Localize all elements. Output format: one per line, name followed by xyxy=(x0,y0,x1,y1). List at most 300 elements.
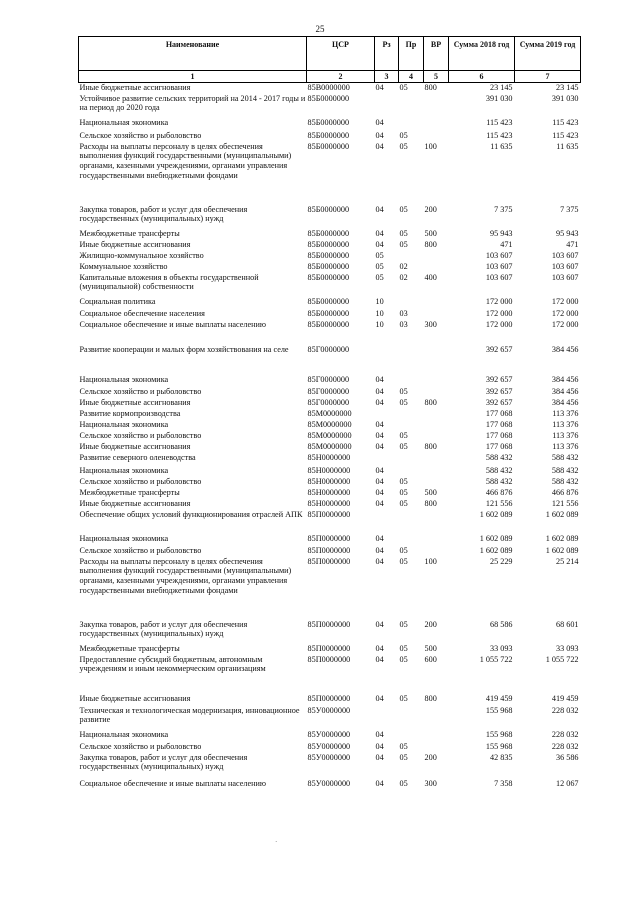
row-sum-2019: 228 032 xyxy=(551,705,579,715)
column-number: 5 xyxy=(424,71,449,83)
row-name: Национальная экономика xyxy=(79,117,169,127)
table-row xyxy=(79,620,581,644)
row-sum-2018: 121 556 xyxy=(485,498,513,508)
row-vr xyxy=(424,131,449,142)
table-row xyxy=(79,309,581,320)
row-name: Национальная экономика xyxy=(79,374,169,384)
row-vr xyxy=(424,431,449,442)
row-sum-2019: 588 432 xyxy=(551,452,579,462)
row-vr xyxy=(424,387,449,398)
row-vr: 800 xyxy=(424,693,437,703)
row-pr: 05 xyxy=(399,778,408,788)
row-sum-2018: 392 657 xyxy=(485,344,513,354)
table-row xyxy=(79,510,581,534)
row-sum-2018: 588 432 xyxy=(485,465,513,475)
row-sum-2018: 177 068 xyxy=(485,419,513,429)
row-pr xyxy=(399,94,424,118)
header-csr: ЦСР xyxy=(307,37,375,71)
row-name: Социальное обеспечение населения xyxy=(79,308,205,318)
row-rz: 04 xyxy=(375,476,384,486)
row-csr: 85Н0000000 xyxy=(307,465,351,475)
row-pr xyxy=(399,420,424,431)
row-name: Закупка товаров, работ и услуг для обеспечения государственных (муниципальных) нужд xyxy=(79,204,248,224)
row-sum-2019: 121 556 xyxy=(551,498,579,508)
row-pr: 02 xyxy=(399,261,408,271)
table-row xyxy=(79,229,581,240)
row-pr: 05 xyxy=(399,430,408,440)
row-name: Социальное обеспечение и иные выплаты населению xyxy=(79,319,266,329)
table-row xyxy=(79,442,581,453)
table-row xyxy=(79,142,581,205)
row-sum-2019: 11 635 xyxy=(556,141,579,151)
row-csr: 85Н0000000 xyxy=(307,498,351,508)
row-rz xyxy=(375,94,399,118)
row-vr: 800 xyxy=(424,397,437,407)
table-row xyxy=(79,205,581,229)
row-sum-2018: 1 602 089 xyxy=(479,533,513,543)
row-pr: 02 xyxy=(399,272,408,282)
row-rz: 10 xyxy=(375,319,384,329)
row-rz: 04 xyxy=(375,430,384,440)
row-sum-2018: 68 586 xyxy=(489,619,513,629)
row-csr: 85М0000000 xyxy=(307,419,352,429)
row-pr: 05 xyxy=(399,476,408,486)
row-vr xyxy=(424,420,449,431)
row-pr: 05 xyxy=(399,228,408,238)
column-number-row xyxy=(79,71,581,83)
row-sum-2019: 68 601 xyxy=(555,619,579,629)
row-sum-2019: 7 375 xyxy=(560,204,579,214)
budget-table xyxy=(78,36,581,791)
row-rz xyxy=(375,510,399,534)
footer-mark: · xyxy=(275,838,278,846)
row-name: Сельское хозяйство и рыболовство xyxy=(79,430,202,440)
table-row xyxy=(79,534,581,546)
column-number: 7 xyxy=(515,71,581,83)
row-name: Обеспечение общих условий функционирования отраслей АПК xyxy=(79,509,303,519)
row-name: Иные бюджетные ассигнования xyxy=(79,83,191,92)
row-csr: 85Б0000000 xyxy=(307,319,350,329)
row-pr xyxy=(399,466,424,477)
table-row xyxy=(79,262,581,273)
row-pr xyxy=(399,534,424,546)
row-name: Развитие кормопроизводства xyxy=(79,408,181,418)
row-sum-2018: 177 068 xyxy=(485,441,513,451)
row-pr: 05 xyxy=(399,545,408,555)
row-name: Иные бюджетные ассигнования xyxy=(79,397,191,407)
column-number: 6 xyxy=(449,71,515,83)
row-rz: 04 xyxy=(375,228,384,238)
table-row xyxy=(79,557,581,620)
row-name: Иные бюджетные ассигнования xyxy=(79,441,191,451)
row-sum-2018: 392 657 xyxy=(485,374,513,384)
row-pr: 05 xyxy=(399,130,408,140)
table-header xyxy=(79,37,581,83)
row-rz: 04 xyxy=(375,643,384,653)
row-pr: 05 xyxy=(399,487,408,497)
row-pr: 05 xyxy=(399,441,408,451)
row-rz: 04 xyxy=(375,386,384,396)
row-csr: 85У0000000 xyxy=(307,705,351,715)
row-sum-2019: 113 376 xyxy=(552,419,579,429)
table-row xyxy=(79,477,581,488)
row-csr: 85П0000000 xyxy=(307,693,351,703)
row-sum-2018: 392 657 xyxy=(485,397,513,407)
row-vr xyxy=(424,375,449,387)
row-rz: 04 xyxy=(375,204,384,214)
row-rz: 04 xyxy=(375,654,384,664)
row-sum-2019: 466 876 xyxy=(551,487,579,497)
row-name: Закупка товаров, работ и услуг для обеспечения государственных (муниципальных) нужд xyxy=(79,619,248,639)
header-pr: Пр xyxy=(399,37,424,71)
row-sum-2019: 228 032 xyxy=(551,741,579,751)
table-row xyxy=(79,83,581,94)
row-pr: 05 xyxy=(399,239,408,249)
row-vr xyxy=(424,546,449,557)
row-sum-2018: 177 068 xyxy=(485,408,513,418)
row-name: Техническая и технологическая модернизация, инновационное развитие xyxy=(79,705,300,725)
row-vr xyxy=(424,309,449,320)
row-name: Сельское хозяйство и рыболовство xyxy=(79,386,202,396)
row-name: Социальная политика xyxy=(79,296,156,306)
row-sum-2018: 95 943 xyxy=(489,228,513,238)
row-sum-2019: 384 456 xyxy=(551,374,579,384)
row-pr: 05 xyxy=(399,741,408,751)
row-rz: 10 xyxy=(375,308,384,318)
row-vr: 200 xyxy=(424,619,437,629)
row-sum-2019: 113 376 xyxy=(552,430,579,440)
row-sum-2019: 115 423 xyxy=(552,117,579,127)
row-csr: 85М0000000 xyxy=(307,430,352,440)
row-pr xyxy=(399,510,424,534)
row-sum-2019: 113 376 xyxy=(552,441,579,451)
row-rz: 04 xyxy=(375,487,384,497)
row-csr: 85Б0000000 xyxy=(307,250,350,260)
table-row xyxy=(79,499,581,510)
row-sum-2018: 588 432 xyxy=(485,476,513,486)
row-vr: 500 xyxy=(424,228,437,238)
row-sum-2019: 471 xyxy=(566,239,579,249)
row-pr xyxy=(399,251,424,262)
page-number: 25 xyxy=(315,24,325,34)
table-row xyxy=(79,466,581,477)
column-number: 1 xyxy=(79,71,307,83)
row-sum-2019: 115 423 xyxy=(552,130,579,140)
row-sum-2018: 391 030 xyxy=(485,93,513,103)
row-rz: 04 xyxy=(375,619,384,629)
row-sum-2018: 7 375 xyxy=(494,204,513,214)
row-rz: 05 xyxy=(375,261,384,271)
row-rz: 04 xyxy=(375,130,384,140)
row-vr: 800 xyxy=(424,239,437,249)
row-pr: 05 xyxy=(399,141,408,151)
row-csr: 85Б0000000 xyxy=(307,308,350,318)
row-sum-2018: 172 000 xyxy=(485,308,513,318)
row-vr: 800 xyxy=(424,441,437,451)
row-rz: 10 xyxy=(375,296,384,306)
row-csr: 85Б0000000 xyxy=(307,204,350,214)
row-vr: 100 xyxy=(424,556,437,566)
row-csr: 85Б0000000 xyxy=(307,93,350,103)
row-pr: 03 xyxy=(399,308,408,318)
row-rz: 04 xyxy=(375,752,384,762)
table-row xyxy=(79,644,581,655)
row-sum-2018: 23 145 xyxy=(489,83,513,92)
row-name: Развитие северного оленеводства xyxy=(79,452,196,462)
row-csr: 85Г0000000 xyxy=(307,397,350,407)
table-row xyxy=(79,273,581,297)
row-name: Иные бюджетные ассигнования xyxy=(79,498,191,508)
row-csr: 85Н0000000 xyxy=(307,452,351,462)
row-sum-2019: 384 456 xyxy=(551,397,579,407)
row-sum-2018: 466 876 xyxy=(485,487,513,497)
row-rz: 04 xyxy=(375,533,384,543)
row-vr xyxy=(424,251,449,262)
row-pr: 05 xyxy=(399,654,408,664)
row-vr xyxy=(424,297,449,309)
row-rz: 05 xyxy=(375,250,384,260)
row-pr: 05 xyxy=(399,556,408,566)
row-sum-2018: 1 055 722 xyxy=(479,654,513,664)
row-name: Национальная экономика xyxy=(79,465,169,475)
row-rz: 04 xyxy=(375,693,384,703)
header-sum-2018: Сумма 2018 год xyxy=(449,37,515,71)
row-rz xyxy=(375,453,399,466)
row-rz: 04 xyxy=(375,397,384,407)
row-rz: 05 xyxy=(375,272,384,282)
row-vr: 800 xyxy=(424,498,437,508)
row-sum-2019: 1 055 722 xyxy=(545,654,579,664)
row-pr: 05 xyxy=(399,693,408,703)
row-vr xyxy=(424,477,449,488)
row-vr: 100 xyxy=(424,141,437,151)
row-vr: 200 xyxy=(424,204,437,214)
row-sum-2018: 172 000 xyxy=(485,296,513,306)
row-name: Капитальные вложения в объекты государственной (муниципальной) собственности xyxy=(79,272,259,292)
row-sum-2019: 103 607 xyxy=(551,272,579,282)
row-sum-2019: 95 943 xyxy=(555,228,579,238)
row-pr: 05 xyxy=(399,83,408,92)
row-sum-2019: 384 456 xyxy=(551,344,579,354)
row-sum-2018: 155 968 xyxy=(485,741,513,751)
column-number: 2 xyxy=(307,71,375,83)
row-pr xyxy=(399,730,424,742)
row-sum-2019: 384 456 xyxy=(551,386,579,396)
row-csr: 85Б0000000 xyxy=(307,296,350,306)
header-vr: ВР xyxy=(424,37,449,71)
row-sum-2019: 103 607 xyxy=(551,250,579,260)
row-name: Жилищно-коммунальное хозяйство xyxy=(79,250,204,260)
table-row xyxy=(79,742,581,753)
row-rz: 04 xyxy=(375,545,384,555)
row-name: Национальная экономика xyxy=(79,419,169,429)
row-sum-2018: 103 607 xyxy=(485,261,513,271)
row-vr xyxy=(424,345,449,375)
row-vr xyxy=(424,730,449,742)
row-rz xyxy=(375,706,399,730)
row-vr xyxy=(424,742,449,753)
row-rz: 04 xyxy=(375,741,384,751)
table-row xyxy=(79,488,581,499)
row-rz: 04 xyxy=(375,498,384,508)
row-sum-2019: 23 145 xyxy=(555,83,579,92)
table-row xyxy=(79,655,581,694)
table-row xyxy=(79,375,581,387)
row-name: Расходы на выплаты персоналу в целях обеспечения выполнения функций государственными (муниципальными) органами, казенными учреждениями, органами управления государственными внебюджетными фондами xyxy=(79,141,292,180)
row-name: Коммунальное хозяйство xyxy=(79,261,168,271)
row-sum-2019: 172 000 xyxy=(551,319,579,329)
row-vr xyxy=(424,94,449,118)
row-csr: 85Б0000000 xyxy=(307,228,350,238)
row-name: Межбюджетные трансферты xyxy=(79,487,180,497)
row-csr: 85М0000000 xyxy=(307,408,352,418)
row-rz: 04 xyxy=(375,465,384,475)
row-vr xyxy=(424,409,449,420)
row-csr: 85B0000000 xyxy=(307,83,350,92)
header-rz: Рз xyxy=(375,37,399,71)
row-vr: 200 xyxy=(424,752,437,762)
table-row xyxy=(79,398,581,409)
row-name: Развитие кооперации и малых форм хозяйствования на селе xyxy=(79,344,289,354)
row-sum-2019: 1 602 089 xyxy=(545,533,579,543)
table-row xyxy=(79,546,581,557)
row-csr: 85Г0000000 xyxy=(307,386,350,396)
row-vr xyxy=(424,453,449,466)
column-number: 4 xyxy=(399,71,424,83)
row-name: Межбюджетные трансферты xyxy=(79,643,180,653)
row-name: Национальная экономика xyxy=(79,533,169,543)
row-sum-2018: 155 968 xyxy=(485,705,513,715)
row-name: Устойчивое развитие сельских территорий на 2014 - 2017 годы и на период до 2020 года xyxy=(79,93,306,113)
row-csr: 85Б0000000 xyxy=(307,272,350,282)
row-pr: 05 xyxy=(399,397,408,407)
table-row xyxy=(79,694,581,706)
header-sum-2019: Сумма 2019 год xyxy=(515,37,581,71)
row-name: Предоставление субсидий бюджетным, автономным учреждениям и иным некоммерческим организациям xyxy=(79,654,266,674)
row-sum-2019: 113 376 xyxy=(552,408,579,418)
row-csr: 85Н0000000 xyxy=(307,476,351,486)
row-csr: 85П0000000 xyxy=(307,509,351,519)
row-rz: 04 xyxy=(375,117,384,127)
table-row xyxy=(79,297,581,309)
row-pr: 05 xyxy=(399,619,408,629)
row-csr: 85У0000000 xyxy=(307,752,351,762)
row-pr xyxy=(399,453,424,466)
row-vr: 500 xyxy=(424,487,437,497)
row-name: Национальная экономика xyxy=(79,729,169,739)
row-vr xyxy=(424,510,449,534)
row-csr: 85У0000000 xyxy=(307,729,351,739)
row-name: Сельское хозяйство и рыболовство xyxy=(79,476,202,486)
row-csr: 85Н0000000 xyxy=(307,487,351,497)
row-csr: 85Б0000000 xyxy=(307,130,350,140)
row-sum-2018: 115 423 xyxy=(486,117,513,127)
row-sum-2019: 228 032 xyxy=(551,729,579,739)
table-row xyxy=(79,730,581,742)
row-name: Сельское хозяйство и рыболовство xyxy=(79,545,202,555)
row-sum-2019: 588 432 xyxy=(551,476,579,486)
row-name: Закупка товаров, работ и услуг для обеспечения государственных (муниципальных) нужд xyxy=(79,752,248,772)
row-rz: 04 xyxy=(375,374,384,384)
row-csr: 85П0000000 xyxy=(307,654,351,664)
row-rz: 04 xyxy=(375,778,384,788)
row-sum-2018: 177 068 xyxy=(485,430,513,440)
row-sum-2018: 103 607 xyxy=(485,272,513,282)
row-csr: 85П0000000 xyxy=(307,533,351,543)
row-csr: 85У0000000 xyxy=(307,778,351,788)
table-row xyxy=(79,240,581,251)
row-sum-2018: 11 635 xyxy=(490,141,513,151)
table-row xyxy=(79,409,581,420)
row-pr: 03 xyxy=(399,319,408,329)
row-name: Иные бюджетные ассигнования xyxy=(79,239,191,249)
column-number: 3 xyxy=(375,71,399,83)
row-sum-2019: 103 607 xyxy=(551,261,579,271)
row-csr: 85У0000000 xyxy=(307,741,351,751)
row-sum-2019: 33 093 xyxy=(555,643,579,653)
table-row xyxy=(79,345,581,375)
row-csr: 85П0000000 xyxy=(307,545,351,555)
table-row xyxy=(79,420,581,431)
row-vr: 300 xyxy=(424,319,437,329)
row-csr: 85Б0000000 xyxy=(307,239,350,249)
row-rz xyxy=(375,409,399,420)
row-csr: 85П0000000 xyxy=(307,619,351,629)
row-csr: 85Г0000000 xyxy=(307,344,350,354)
row-sum-2018: 419 459 xyxy=(485,693,513,703)
table-row xyxy=(79,118,581,131)
table-row xyxy=(79,251,581,262)
row-rz: 04 xyxy=(375,729,384,739)
row-vr: 600 xyxy=(424,654,437,664)
row-rz: 04 xyxy=(375,419,384,429)
row-name: Иные бюджетные ассигнования xyxy=(79,693,191,703)
row-pr: 05 xyxy=(399,752,408,762)
table-row xyxy=(79,387,581,398)
row-vr: 800 xyxy=(424,83,437,92)
row-sum-2019: 172 000 xyxy=(551,296,579,306)
row-pr xyxy=(399,375,424,387)
table-row xyxy=(79,320,581,345)
row-name: Расходы на выплаты персоналу в целях обеспечения выполнения функций государственными (муниципальными) органами, казенными учреждениями, органами управления государственными внебюджетными фондами xyxy=(79,556,292,595)
table-row xyxy=(79,431,581,442)
table-row xyxy=(79,779,581,791)
row-rz: 04 xyxy=(375,83,384,92)
row-csr: 85П0000000 xyxy=(307,556,351,566)
row-name: Сельское хозяйство и рыболовство xyxy=(79,130,202,140)
row-rz: 04 xyxy=(375,556,384,566)
row-sum-2019: 1 602 089 xyxy=(545,509,579,519)
row-vr: 400 xyxy=(424,272,437,282)
row-rz: 04 xyxy=(375,239,384,249)
row-csr: 85М0000000 xyxy=(307,441,352,451)
row-csr: 85Б0000000 xyxy=(307,117,350,127)
row-vr xyxy=(424,466,449,477)
row-pr: 05 xyxy=(399,386,408,396)
row-name: Межбюджетные трансферты xyxy=(79,228,180,238)
row-sum-2018: 471 xyxy=(500,239,513,249)
row-vr xyxy=(424,706,449,730)
row-sum-2018: 155 968 xyxy=(485,729,513,739)
row-sum-2019: 172 000 xyxy=(551,308,579,318)
row-rz: 04 xyxy=(375,441,384,451)
row-csr: 85Б0000000 xyxy=(307,261,350,271)
row-pr: 05 xyxy=(399,204,408,214)
row-rz xyxy=(375,345,399,375)
row-sum-2018: 1 602 089 xyxy=(479,509,513,519)
row-sum-2018: 7 358 xyxy=(494,778,513,788)
header-row xyxy=(79,37,581,71)
